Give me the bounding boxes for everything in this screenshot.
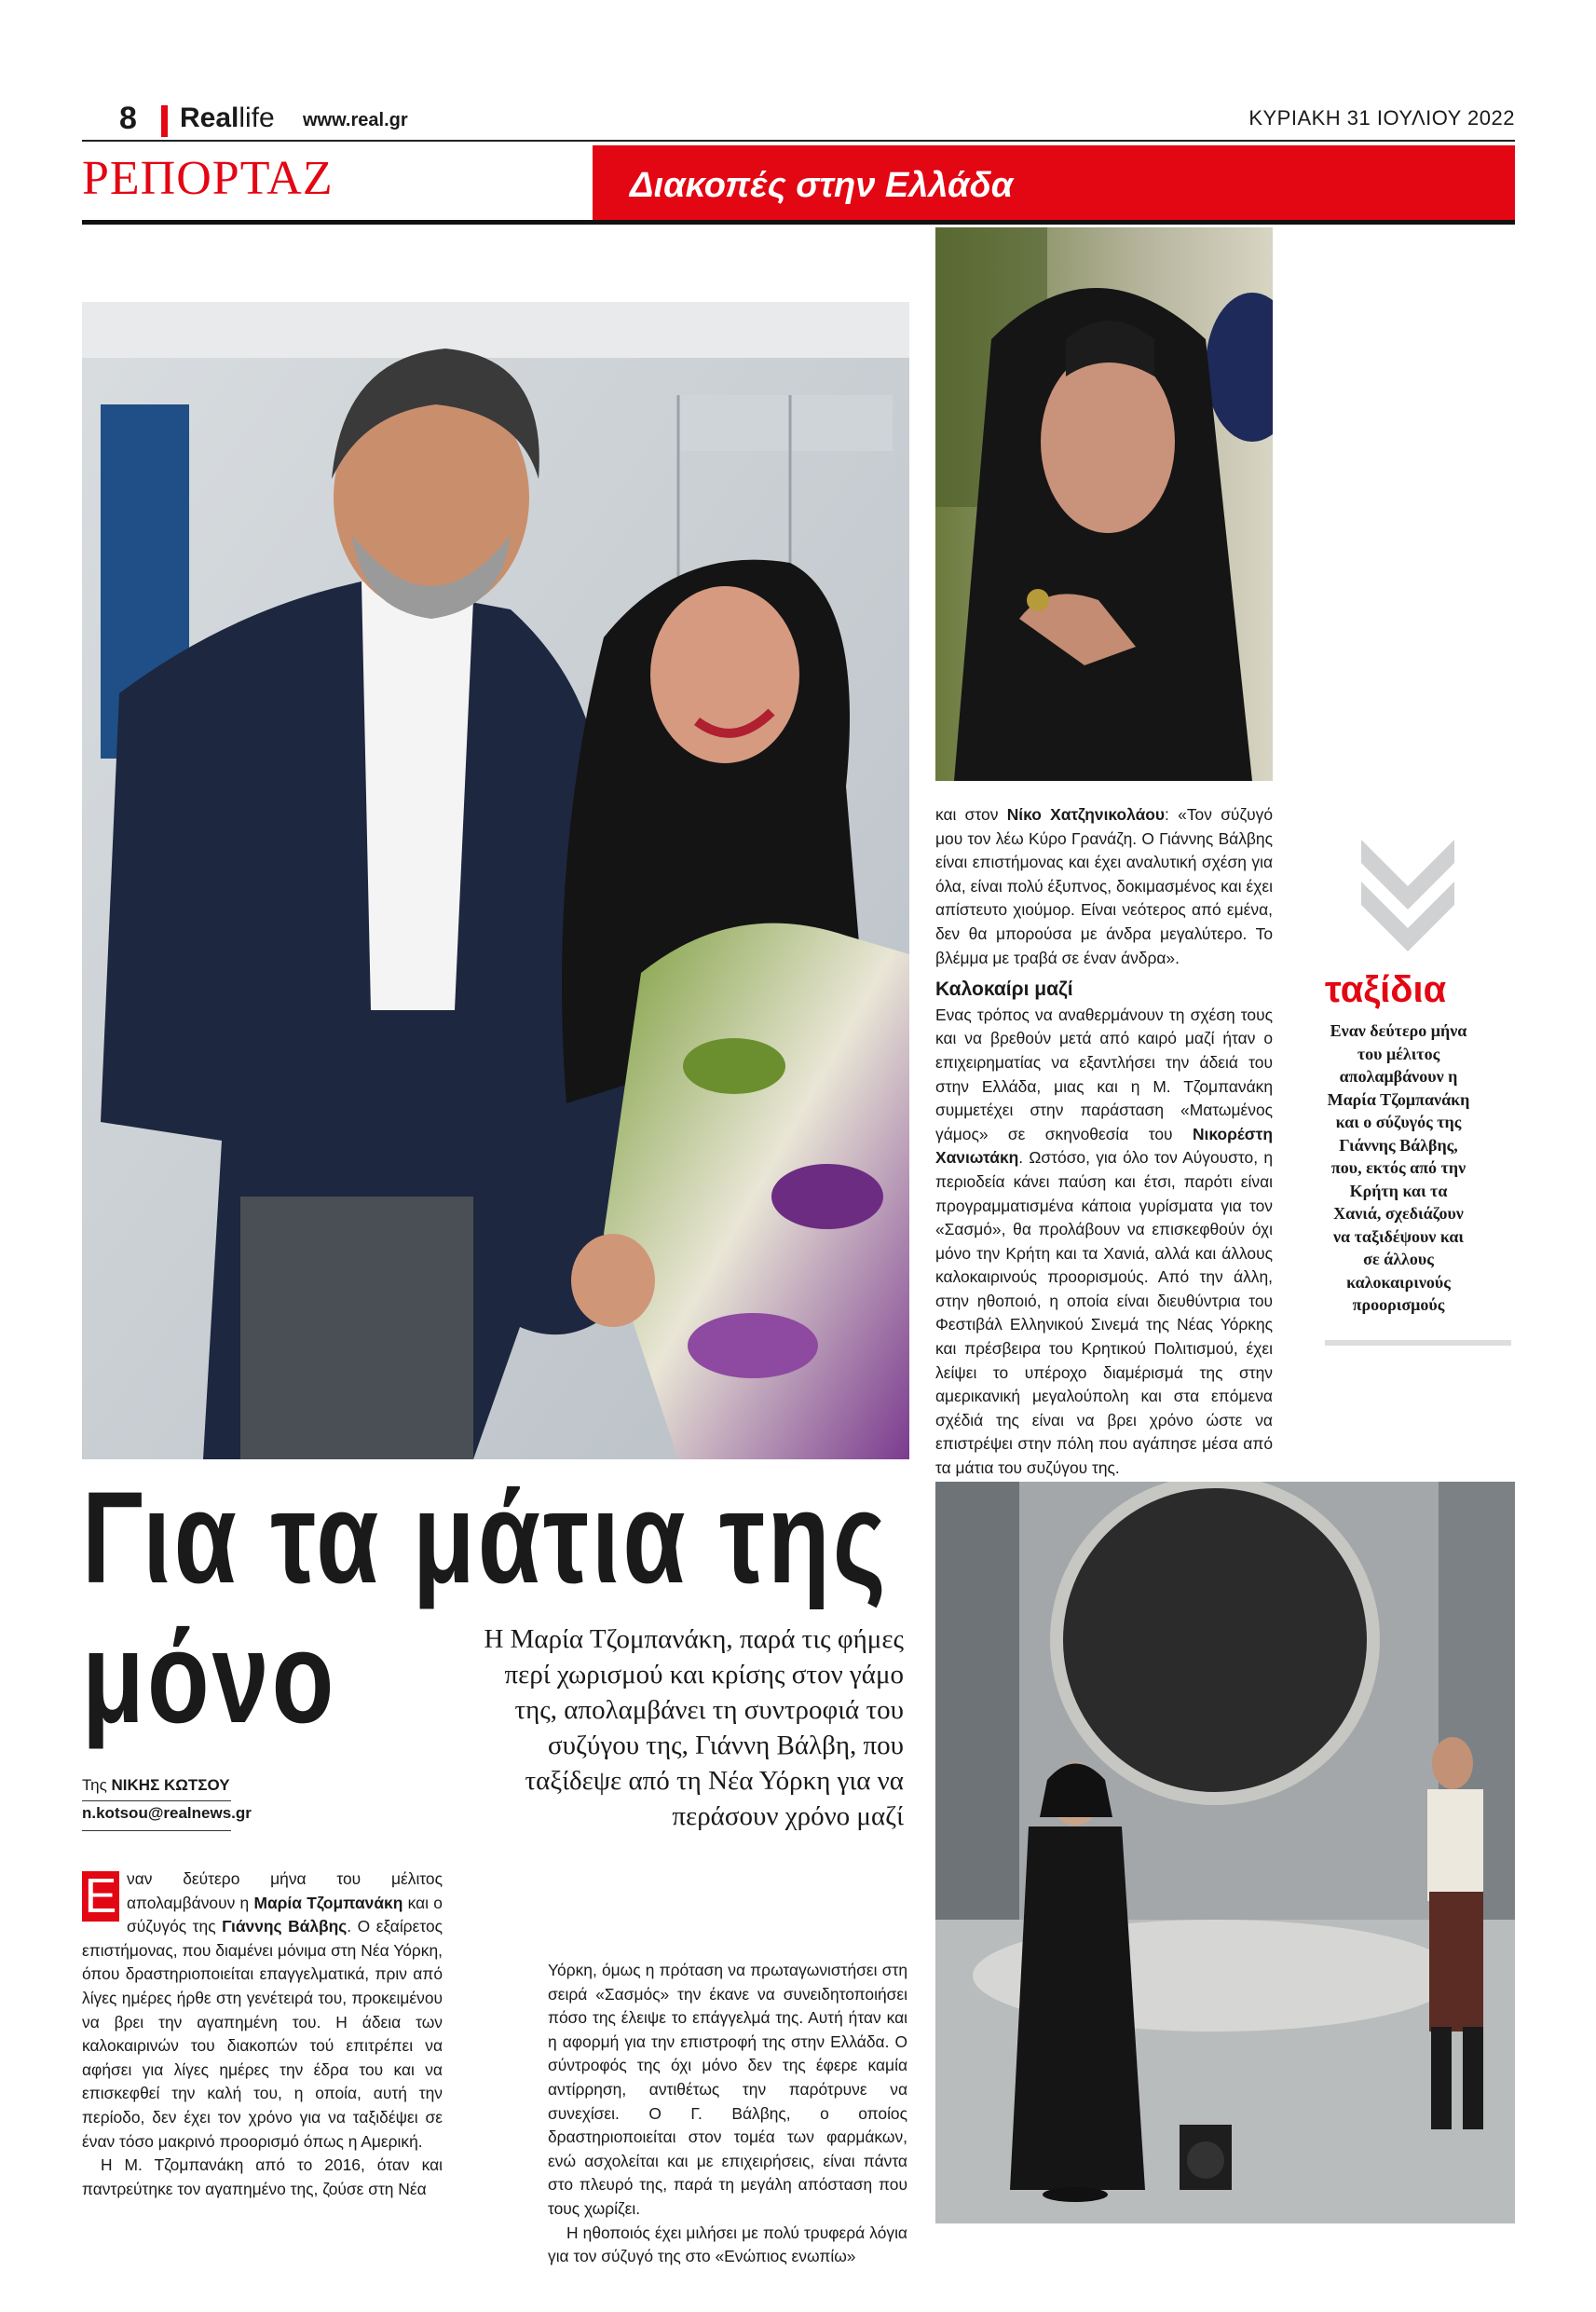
brand-divider	[161, 105, 168, 137]
article-deck: Η Μαρία Τζομπανάκη, παρά τις φήμες περί χωρισμού και κρίσης στον γάμο της, απολαμβάνει τη συντροφιά του συζύγου της, Γιάννη Βάλβη, που ταξίδεψε από τη Νέα Υόρκη για να περάσουν χρόνο μαζί	[484, 1624, 904, 1831]
name-highlight: Νικορέστη Χανιωτάκη	[935, 1124, 1273, 1168]
text-run: και ο σύζυγός της	[127, 1893, 443, 1936]
text-run: Ενας τρόπος να αναθερμάνουν τη σχέση τους και να βρεθούν μετά από καιρό μαζί ήταν ο επιχειρηματίας να εξαντλήσει την άδειά του στην Ελλάδα, μιας και η Μ. Τζομπανάκη συμμετέχει στην παράσταση «Ματωμένος γάμος» σε σκηνοθεσία του	[935, 1005, 1273, 1143]
sidebar-label: ταξίδια	[1325, 969, 1447, 1010]
headline-line-2: μόνο	[82, 1604, 337, 1750]
brand-light: life	[239, 103, 275, 133]
page-number: 8	[119, 101, 137, 136]
byline-prefix: Της	[82, 1776, 112, 1794]
sidebar-divider	[1325, 1340, 1511, 1346]
article-paragraph-2: Η Μ. Τζομπανάκη από το 2016, όταν και παντρεύτηκε τον αγαπημένο της, ζούσε στη Νέα	[82, 2155, 443, 2198]
author-email[interactable]: n.kotsou@realnews.gr	[82, 1804, 252, 1822]
byline-bottom-rule	[82, 1830, 231, 1831]
banner-label: Διακοπές στην Ελλάδα	[630, 166, 1014, 205]
caption-column	[935, 803, 1273, 1481]
article-column-1	[82, 1867, 443, 2201]
drop-cap: Ε	[82, 1871, 119, 1922]
article-paragraph-4: Η ηθοποιός έχει μιλήσει με πολύ τρυφερά λόγια για τον σύζυγό της στο «Ενώπιος ενωπίω»	[548, 2223, 907, 2266]
name-highlight: Νίκο Χατζηνικολάου	[1006, 805, 1166, 824]
text-run: ναν δεύτερο μήνα του μέλιτος απολαμβάνουν η	[127, 1869, 443, 1912]
section-rule	[82, 220, 1515, 225]
article-column-2	[548, 1959, 907, 2269]
byline-rule	[82, 1800, 231, 1801]
issue-date: ΚΥΡΙΑΚΗ 31 ΙΟΥΛΙΟΥ 2022	[1248, 106, 1515, 130]
author-name: ΝΙΚΗΣ ΚΩΤΣΟΥ	[111, 1776, 230, 1794]
article-paragraph-1	[82, 1867, 443, 2154]
brand-bold: Real	[180, 103, 239, 133]
section-banner	[593, 145, 1515, 224]
brand-logo	[180, 103, 275, 134]
subheading: Καλοκαίρι μαζί	[935, 978, 1073, 1001]
text-run: . Ωστόσο, για όλο τον Αύγουστο, η περιοδεία κάνει παύση και έτσι, παρότι είναι προγραμματισμένα κάποια γυρίσματα για τον «Σασμό», θα προλάβουν να επισκεφθούν όχι μόνο την Κρήτη και τα Χανιά, αλλά και άλλους καλοκαιρινούς προορισμούς. Από την άλλη, στην ηθοποιό, η οποία είναι διευθύντρια του Φεστιβάλ Ελληνικού Σινεμά της Νέας Υόρκης και πρέσβειρα του Κρητικού Πολιτισμού, έχει λείψει το υπέροχο διαμέρισμά της στην αμερικανική μεγαλούπολη και στα επόμενα σχέδιά της είναι να βρει χρόνο ώστε να επιστρέψει στην πόλη που αγάπησε μέσα από τα μάτια του συζύγου της.	[935, 1148, 1273, 1478]
caption-paragraph-2	[935, 1004, 1273, 1481]
text-run: : «Τον σύζυγό μου τον λέω Κύρο Γρανάζη. Ο Γιάννης Βάλβης είναι επιστήμονας και έχει αναλυτική σχέση για όλα, είναι πολύ έξυπνος, δοκιμασμένος και έχει απίστευτο χιούμορ. Είναι νεότερος από εμένα, δεν θα μπορούσα με άνδρα μεγαλύτερο. Το βλέμμα με τραβά σε έναν άνδρα».	[935, 805, 1273, 967]
header-rule	[82, 140, 1515, 142]
section-title: ΡΕΠΟΡΤΑΖ	[82, 152, 334, 205]
couple-photo	[82, 302, 909, 1459]
caption-paragraph-1	[935, 803, 1273, 970]
stage-performance-photo	[935, 1482, 1515, 2223]
actress-portrait-photo	[935, 227, 1273, 781]
site-url: www.real.gr	[303, 110, 408, 130]
headline-line-1: Για τα μάτια της	[82, 1464, 889, 1610]
byline	[82, 1776, 230, 1795]
chevron-down-icon	[1357, 835, 1459, 961]
article-paragraph-3: Υόρκη, όμως η πρόταση να πρωταγωνιστήσει στη σειρά «Σασμός» την έκανε να συνειδητοποιήσει πόσο της έλειψε το επάγγελμά της. Αυτή ήταν και η αφορμή για την επιστροφή της στην Ελλάδα. Ο σύντροφός της όχι μόνο δεν της έφερε καμία αντίρρηση, αντιθέτως την παρότρυνε να συνεχίσει. Ο Γ. Βάλβης, ο οποίος δραστηριοποιείται στον τομέα των φαρμάκων, ενώ ασχολείται και με επιχειρήσεις, είναι πάντα στο πλευρό της, παρά τη μεγάλη απόσταση που τους χωρίζει.	[548, 1961, 907, 2218]
text-run: . Ο εξαίρετος επιστήμονας, που διαμένει μόνιμα στη Νέα Υόρκη, όπου δραστηριοποιείται επαγγελματικά, πριν από λίγες ημέρες ήρθε στη γενέτειρά του, προκειμένου να βρει την αγαπημένη του. Η άδεια των καλοκαιρινών του διακοπών τού επιτρέπει να αφήσει για λίγες ημέρες την έδρα του και να επισκεφθεί την καλή του, η οποία, αυτή την περίοδο, δεν έχει τον χρόνο για να ταξιδέψει σε έναν τόσο μακρινό προορισμό όπως η Αμερική.	[82, 1917, 443, 2151]
name-highlight: Γιάννης Βάλβης	[222, 1917, 348, 1936]
sidebar-text: Εναν δεύτερο μήνα του μέλιτος απολαμβάνουν η Μαρία Τζομπανάκη και ο σύζυγός της Γιάννης Βάλβης, που, εκτός από την Κρήτη και τα Χανιά, σχεδιάζουν να ταξιδέψουν και σε άλλους καλοκαιρινούς προορισμούς	[1327, 1021, 1470, 1314]
name-highlight: Μαρία Τζομπανάκη	[253, 1893, 403, 1912]
text-run: και στον	[935, 805, 1007, 824]
